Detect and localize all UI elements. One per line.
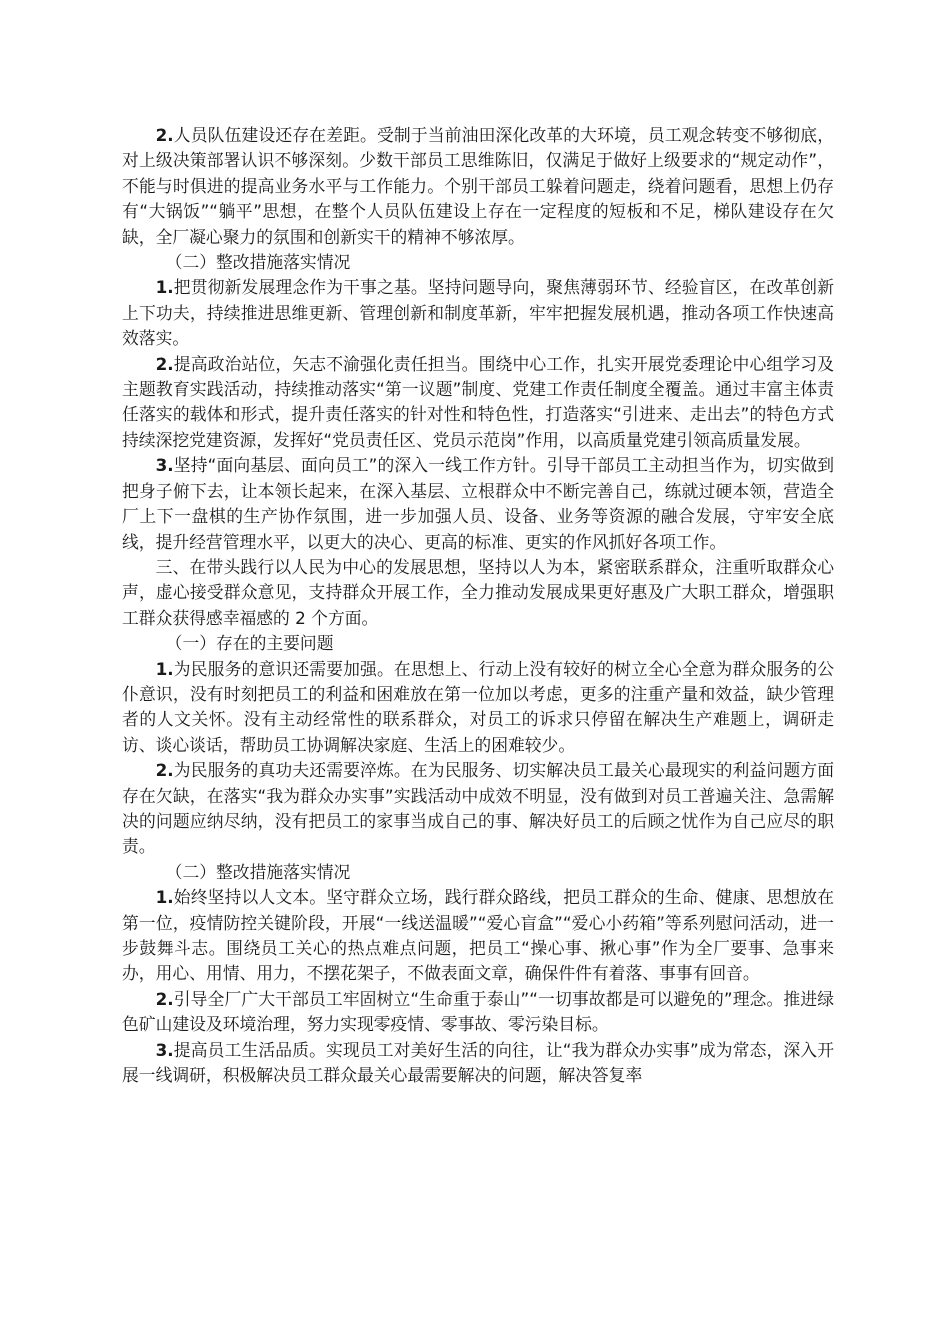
paragraph-6 — [122, 657, 834, 759]
paragraph-text: 三、在带头践行以人民为中心的发展思想，坚持以人为本，紧密联系群众，注重听取群众心声，虚心接受群众意见，支持群众开展工作，全力推动发展成果更好惠及广大职工群众，增强职工群众获得感幸福感的 2 个方面。 — [122, 556, 834, 628]
paragraph-7 — [122, 758, 834, 860]
heading-text: （二）整改措施落实情况 — [165, 861, 351, 882]
paragraph-number: 1. — [155, 277, 174, 298]
paragraph-number: 2. — [155, 988, 174, 1009]
paragraph-number: 1. — [155, 658, 174, 679]
paragraph-text: 始终坚持以人文本。坚守群众立场，践行群众路线，把员工群众的生命、健康、思想放在第一位，疫情防控关键阶段，开展“一线送温暖”“爱心盲盒”“爱心小药箱”等系列慰问活动，进一步鼓舞斗志。围绕员工关心的热点难点问题，把员工“操心事、揪心事”作为全厂要事、急事来办，用心、用情、用力，不摆花架子，不做表面文章，确保件件有着落、事事有回音。 — [122, 887, 834, 984]
paragraph-text: 把贯彻新发展理念作为干事之基。坚持问题导向，聚焦薄弱环节、经验盲区，在改革创新上下功夫，持续推进思维更新、管理创新和制度革新，牢牢把握发展机遇，推动各项工作快速高效落实。 — [122, 277, 834, 349]
paragraph-text: 为民服务的意识还需要加强。在思想上、行动上没有较好的树立全心全意为群众服务的公仆意识，没有时刻把员工的利益和困难放在第一位加以考虑，更多的注重产量和效益，缺少管理者的人文关怀。没有主动经常性的联系群众，对员工的诉求只停留在解决生产难题上，调研走访、谈心谈话，帮助员工协调解决家庭、生活上的困难较少。 — [122, 658, 834, 755]
paragraph-5 — [122, 555, 834, 631]
section-heading — [122, 250, 834, 275]
paragraph-1 — [122, 123, 834, 250]
paragraph-number: 2. — [155, 353, 174, 374]
paragraph-text: 人员队伍建设还存在差距。受制于当前油田深化改革的大环境，员工观念转变不够彻底，对上级决策部署认识不够深刻。少数干部员工思维陈旧，仅满足于做好上级要求的“规定动作”，不能与时俱进的提高业务水平与工作能力。个别干部员工躲着问题走，绕着问题看，思想上仍存有“大锅饭”“躺平”思想，在整个人员队伍建设上存在一定程度的短板和不足，梯队建设存在欠缺，全厂凝心聚力的氛围和创新实干的精神不够浓厚。 — [122, 125, 834, 247]
paragraph-10 — [122, 1038, 834, 1089]
paragraph-text: 为民服务的真功夫还需要淬炼。在为民服务、切实解决员工最关心最现实的利益问题方面存在欠缺，在落实“我为群众办实事”实践活动中成效不明显，没有做到对员工普遍关注、急需解决的问题应纳尽纳，没有把员工的家事当成自己的事、解决好员工的后顾之忧作为自己应尽的职责。 — [122, 760, 834, 857]
heading-text: （一）存在的主要问题 — [165, 633, 334, 654]
paragraph-text: 提高员工生活品质。实现员工对美好生活的向往，让“我为群众办实事”成为常态，深入开展一线调研，积极解决员工群众最关心最需要解决的问题，解决答复率 — [122, 1039, 834, 1086]
paragraph-text: 提高政治站位，矢志不渝强化责任担当。围绕中心工作，扎实开展党委理论中心组学习及主题教育实践活动，持续推动落实“第一议题”制度、党建工作责任制度全覆盖。通过丰富主体责任落实的载体和形式，提升责任落实的针对性和特色性，打造落实“引进来、走出去”的特色方式持续深挖党建资源，发挥好“党员责任区、党员示范岗”作用，以高质量党建引领高质量发展。 — [122, 353, 834, 450]
paragraph-number: 3. — [155, 455, 174, 476]
paragraph-text: 坚持“面向基层、面向员工”的深入一线工作方针。引导干部员工主动担当作为，切实做到把身子俯下去，让本领长起来，在深入基层、立根群众中不断完善自己，练就过硬本领，营造全厂上下一盘棋的生产协作氛围，进一步加强人员、设备、业务等资源的融合发展，守牢安全底线，提升经营管理水平，以更大的决心、更高的标准、更实的作风抓好各项工作。 — [122, 455, 834, 552]
paragraph-number: 1. — [155, 887, 174, 908]
paragraph-3 — [122, 352, 834, 454]
paragraph-4 — [122, 453, 834, 555]
paragraph-2 — [122, 275, 834, 351]
paragraph-9 — [122, 987, 834, 1038]
section-heading — [122, 631, 834, 656]
paragraph-number: 2. — [155, 760, 174, 781]
section-heading — [122, 860, 834, 885]
document-body — [122, 123, 834, 1088]
paragraph-text: 引导全厂广大干部员工牢固树立“生命重于泰山”“一切事故都是可以避免的”理念。推进绿色矿山建设及环境治理，努力实现零疫情、零事故、零污染目标。 — [122, 988, 834, 1035]
paragraph-number: 2. — [155, 125, 174, 145]
heading-text: （二）整改措施落实情况 — [165, 252, 351, 273]
paragraph-8 — [122, 885, 834, 987]
paragraph-number: 3. — [155, 1039, 174, 1060]
